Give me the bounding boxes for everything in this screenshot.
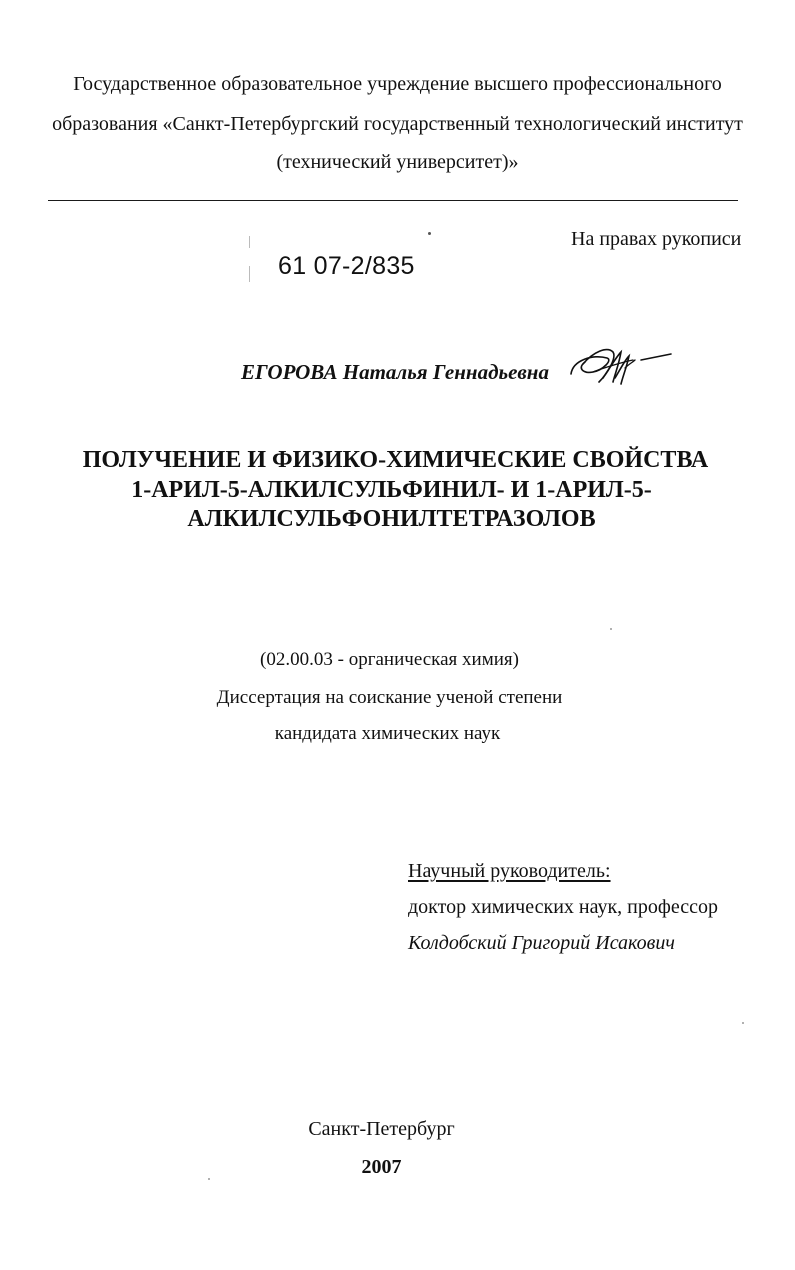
scan-speck — [610, 628, 612, 630]
signature-image — [563, 338, 678, 398]
title-line-2: 1-АРИЛ-5-АЛКИЛСУЛЬФИНИЛ- И 1-АРИЛ-5- — [131, 477, 652, 503]
advisor-label — [408, 860, 611, 883]
scan-speck — [428, 232, 431, 235]
institution-line-2: образования «Санкт-Петербургский государственный технологический институт — [52, 113, 743, 135]
header-divider — [48, 200, 738, 201]
institution-line-1: Государственное образовательное учреждение высшего профессионального — [73, 73, 722, 95]
rights-note: На правах рукописи — [571, 228, 742, 250]
city: Санкт-Петербург — [308, 1118, 455, 1140]
title-line-1: ПОЛУЧЕНИЕ И ФИЗИКО-ХИМИЧЕСКИЕ СВОЙСТВА — [82, 447, 709, 473]
scan-speck — [208, 1178, 210, 1180]
specialty-code: (02.00.03 - органическая химия) — [260, 649, 519, 670]
author-name: ЕГОРОВА Наталья Геннадьевна — [241, 360, 549, 384]
archive-code: 61 07-2/835 — [278, 252, 415, 280]
institution-line-3: (технический университет)» — [276, 151, 519, 173]
scan-mark — [249, 236, 250, 248]
advisor-degree: доктор химических наук, профессор — [408, 896, 718, 918]
year: 2007 — [361, 1156, 402, 1178]
scan-mark — [249, 266, 250, 282]
degree-sought: Диссертация на соискание ученой степени — [216, 687, 563, 708]
scan-speck — [742, 1022, 744, 1024]
advisor-name: Колдобский Григорий Исакович — [408, 932, 675, 954]
degree-field: кандидата химических наук — [274, 723, 501, 744]
advisor-label-text: Научный руководитель: — [408, 860, 611, 882]
title-line-3: АЛКИЛСУЛЬФОНИЛТЕТРАЗОЛОВ — [187, 506, 596, 532]
